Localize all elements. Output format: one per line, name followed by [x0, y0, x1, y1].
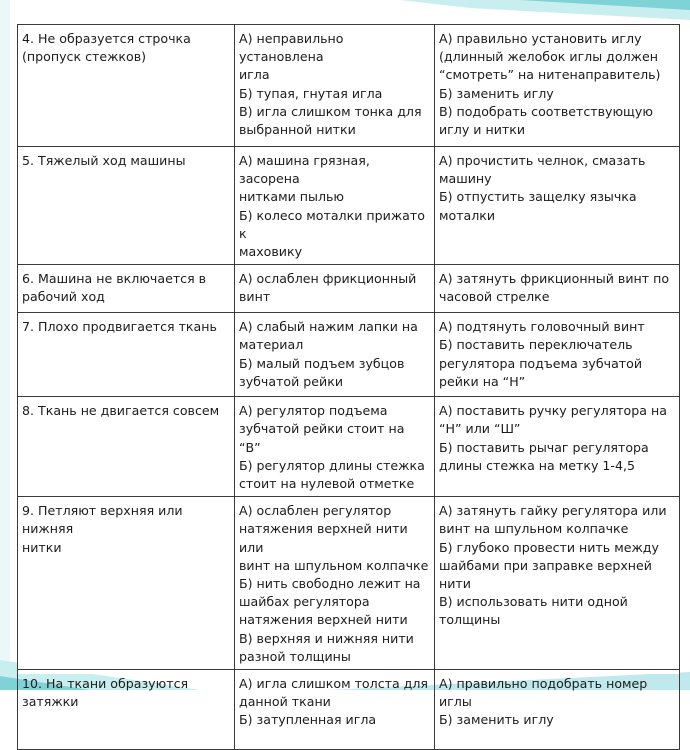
cell-text-line: длины стежка на метку 1-4,5	[439, 457, 635, 473]
cell-text-line: А) подтянуть головочный винт	[439, 319, 645, 335]
cell-text-line: 8. Ткань не двигается совсем	[22, 403, 220, 419]
cell-text-line: маховику	[239, 244, 303, 260]
cell-text-line: винт	[239, 289, 271, 305]
cell-text-line: 9. Петляют верхняя или нижняя	[22, 503, 187, 537]
cell-text-line: Б) поставить рычаг регулятора	[439, 439, 649, 455]
cell-text-line: 6. Машина не включается в	[22, 271, 207, 287]
problem-cell	[18, 147, 235, 265]
cause-cell	[235, 497, 435, 670]
cell-text-line: В) верхняя и нижняя нити	[239, 630, 414, 646]
cell-text-line: В) использовать нити одной	[439, 594, 628, 610]
cell-text-line: натяжения верхней нити	[239, 612, 408, 628]
cell-text-line: толщины	[439, 612, 501, 628]
cell-text-line: Б) заменить иглу	[439, 712, 554, 728]
fix-cell	[435, 670, 680, 750]
fix-cell	[435, 265, 680, 313]
cell-text-line: винт на шпульном колпачке	[239, 557, 429, 573]
cell-text-line: Б) затупленная игла	[239, 712, 377, 728]
cell-text-line: А) машина грязная, засорена	[239, 153, 374, 187]
cell-text-line: моталки	[439, 207, 496, 223]
cell-text-line: А) игла слишком толста для	[239, 676, 429, 692]
cell-text-line: стоит на нулевой отметке	[239, 476, 415, 492]
cell-text-line: А) ослаблен регулятор	[239, 503, 392, 519]
faults-table	[17, 24, 680, 750]
cell-text-line: “смотреть” на нитенаправитель)	[439, 67, 661, 83]
cell-text-line: Б) малый подъем зубцов	[239, 355, 405, 371]
cell-text-line: Б) заменить иглу	[439, 85, 554, 101]
table-row	[18, 147, 680, 265]
cell-text-line: регулятора подъема зубчатой	[439, 355, 643, 371]
problem-cell	[18, 397, 235, 497]
cell-text-line: Б) колесо моталки прижато к	[239, 207, 429, 241]
cell-text-line: В) подобрать соответствующую	[439, 103, 653, 119]
cell-text-line: материал	[239, 337, 304, 353]
fix-cell	[435, 497, 680, 670]
cell-text-line: А) регулятор подъема	[239, 403, 388, 419]
cell-text-line: В) игла слишком тонка для	[239, 103, 422, 119]
cell-text-line: натяжения верхней нити или	[239, 521, 412, 555]
fix-cell	[435, 397, 680, 497]
fix-cell	[435, 313, 680, 397]
cause-cell	[235, 313, 435, 397]
cell-text-line: (длинный желобок иглы должен	[439, 49, 658, 65]
cause-cell	[235, 397, 435, 497]
cell-text-line: А) затянуть гайку регулятора или	[439, 503, 667, 519]
cell-text-line: Б) отпустить защелку язычка	[439, 189, 637, 205]
cell-text-line: Б) нить свободно лежит на	[239, 576, 421, 592]
cell-text-line: 4. Не образуется строчка	[22, 31, 191, 46]
cell-text-line: 10. На ткани образуются	[22, 676, 189, 692]
table-row	[18, 25, 680, 147]
table-row	[18, 313, 680, 397]
cell-text-line: винт на шпульном колпачке	[439, 521, 629, 537]
cell-text-line: машину	[439, 171, 492, 187]
problem-cell	[18, 497, 235, 670]
cell-text-line: Б) регулятор длины стежка	[239, 457, 425, 473]
document-sheet	[17, 24, 679, 728]
cell-text-line: данной ткани	[239, 694, 331, 710]
cell-text-line: А) ослаблен фрикционный	[239, 271, 417, 287]
cell-text-line: А) поставить ручку регулятора на	[439, 403, 667, 419]
cell-text-line: А) прочистить челнок, смазать	[439, 153, 646, 168]
cell-text-line: А) слабый нажим лапки на	[239, 319, 418, 335]
table-row	[18, 265, 680, 313]
cell-text-line: А) правильно установить иглу	[439, 31, 642, 46]
cell-text-line: “Н” или “Ш”	[439, 421, 521, 437]
cell-text-line: затяжки	[22, 694, 79, 710]
problem-cell	[18, 670, 235, 750]
cell-text-line: выбранной нитки	[239, 122, 356, 138]
cause-cell	[235, 25, 435, 147]
cell-text-line: рабочий ход	[22, 289, 105, 305]
cause-cell	[235, 265, 435, 313]
problem-cell	[18, 25, 235, 147]
cause-cell	[235, 147, 435, 265]
cell-text-line: иглу и нитки	[439, 122, 526, 138]
table-row	[18, 670, 680, 750]
cell-text-line: Б) поставить переключатель	[439, 337, 633, 353]
cell-text-line: нити	[439, 576, 471, 592]
cell-text-line: зубчатой рейки стоит на “В”	[239, 421, 409, 455]
cell-text-line: нитками пылью	[239, 189, 345, 205]
cell-text-line: А) правильно подобрать номер	[439, 676, 648, 692]
left-edge-stripe	[0, 0, 10, 690]
cell-text-line: Б) тупая, гнутая игла	[239, 85, 383, 101]
cell-text-line: А) неправильно установлена	[239, 31, 348, 65]
cell-text-line: игла	[239, 67, 270, 83]
cell-text-line: рейки на “Н”	[439, 373, 526, 389]
cause-cell	[235, 670, 435, 750]
faults-table-body	[18, 25, 680, 750]
cell-text-line: шайбах регулятора	[239, 594, 370, 610]
cell-text-line: часовой стрелке	[439, 289, 550, 305]
cell-text-line: 5. Тяжелый ход машины	[22, 153, 186, 168]
cell-text-line: иглы	[439, 694, 472, 710]
cell-text-line: А) затянуть фрикционный винт по	[439, 271, 670, 287]
table-row	[18, 397, 680, 497]
fix-cell	[435, 25, 680, 147]
cell-text-line: (пропуск стежков)	[22, 49, 147, 65]
cell-text-line: шайбами при заправке верхней	[439, 557, 652, 573]
problem-cell	[18, 265, 235, 313]
cell-text-line: 7. Плохо продвигается ткань	[22, 319, 217, 335]
cell-text-line: нитки	[22, 539, 62, 555]
problem-cell	[18, 313, 235, 397]
table-row	[18, 497, 680, 670]
cell-text-line: разной толщины	[239, 648, 351, 664]
cell-text-line: Б) глубоко провести нить между	[439, 539, 659, 555]
fix-cell	[435, 147, 680, 265]
cell-text-line: зубчатой рейки	[239, 373, 344, 389]
